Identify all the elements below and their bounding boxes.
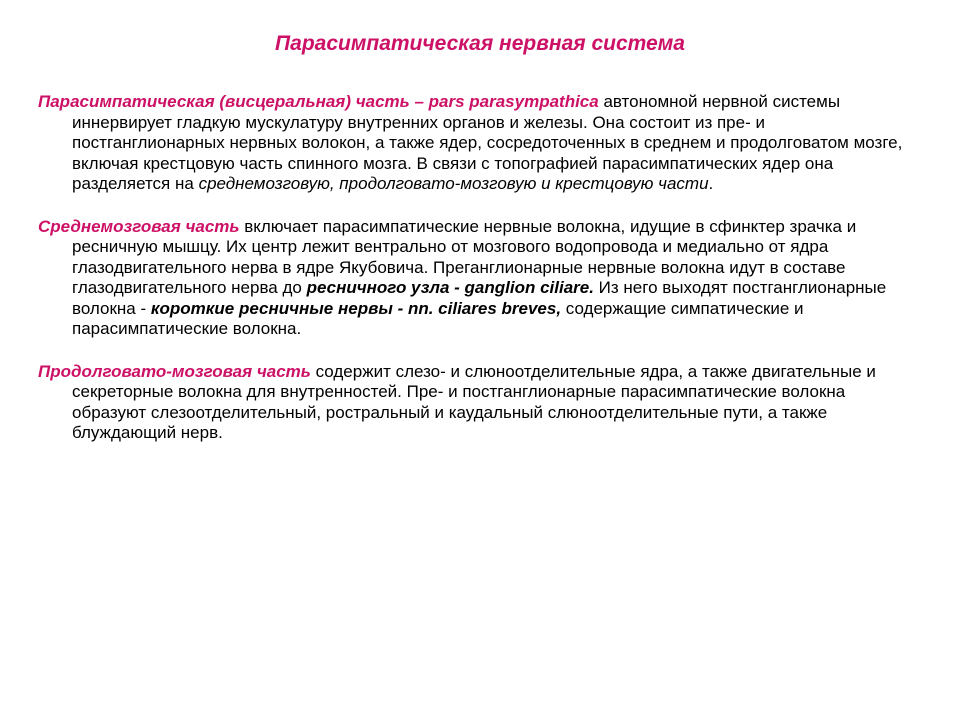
paragraph-medulla-part [38,362,918,444]
term-medulla-part: Продолговато-мозговая часть [38,361,311,381]
paragraph-text: включает парасимпатические нервные волокна, идущие в сфинктер зрачка и ресничную мышцу. Их центр лежит вентрально от мозгового водопровода и медиально от ядра глазодвигательного нерва в ядре Якубовича. Преганглионарные нервные волокна идут в составе глазодвигательного нерва до [72,216,857,297]
slide-body [38,92,918,466]
paragraph-text: Из него выходят постганглионарные волокна - [72,278,887,318]
paragraph-text: содержащие симпатические и парасимпатические волокна. [72,298,804,338]
paragraph-midbrain-part [38,217,918,340]
italic-text: среднемозговую, продолговато-мозговую и крестцовую части [198,174,709,193]
term-parasympathetic-part: Парасимпатическая (висцеральная) часть – pars parasympathica [38,92,599,111]
term-short-ciliary-nerves: короткие ресничные нервы - nn. ciliares breves, [150,298,562,318]
term-midbrain-part: Среднемозговая часть [38,216,240,236]
paragraph-parasympathetic-part [38,92,918,195]
term-ciliary-ganglion: ресничного узла - ganglion ciliare. [306,278,594,297]
page-title: Парасимпатическая нервная система [275,32,685,55]
paragraph-text: . [708,174,714,193]
paragraph-text: содержит слезо- и слюноотделительные ядра, а также двигательные и секреторные волокна для внутренностей. Пре- и постганглионарные парасимпатические волокна образуют слезоотделительный, ростральный и каудальный слюноотделительные пути, а также блуждающий нерв. [72,361,876,442]
paragraph-text: автономной нервной системы иннервирует гладкую мускулатуру внутренних органов и железы. Она состоит из пре- и постганглионарных нервных волокон, а также ядер, сосредоточенных в среднем и продолговатом мозге, включая крестцовую часть спинного мозга. В связи с топографией парасимпатических ядер она разделяется на [72,92,903,193]
